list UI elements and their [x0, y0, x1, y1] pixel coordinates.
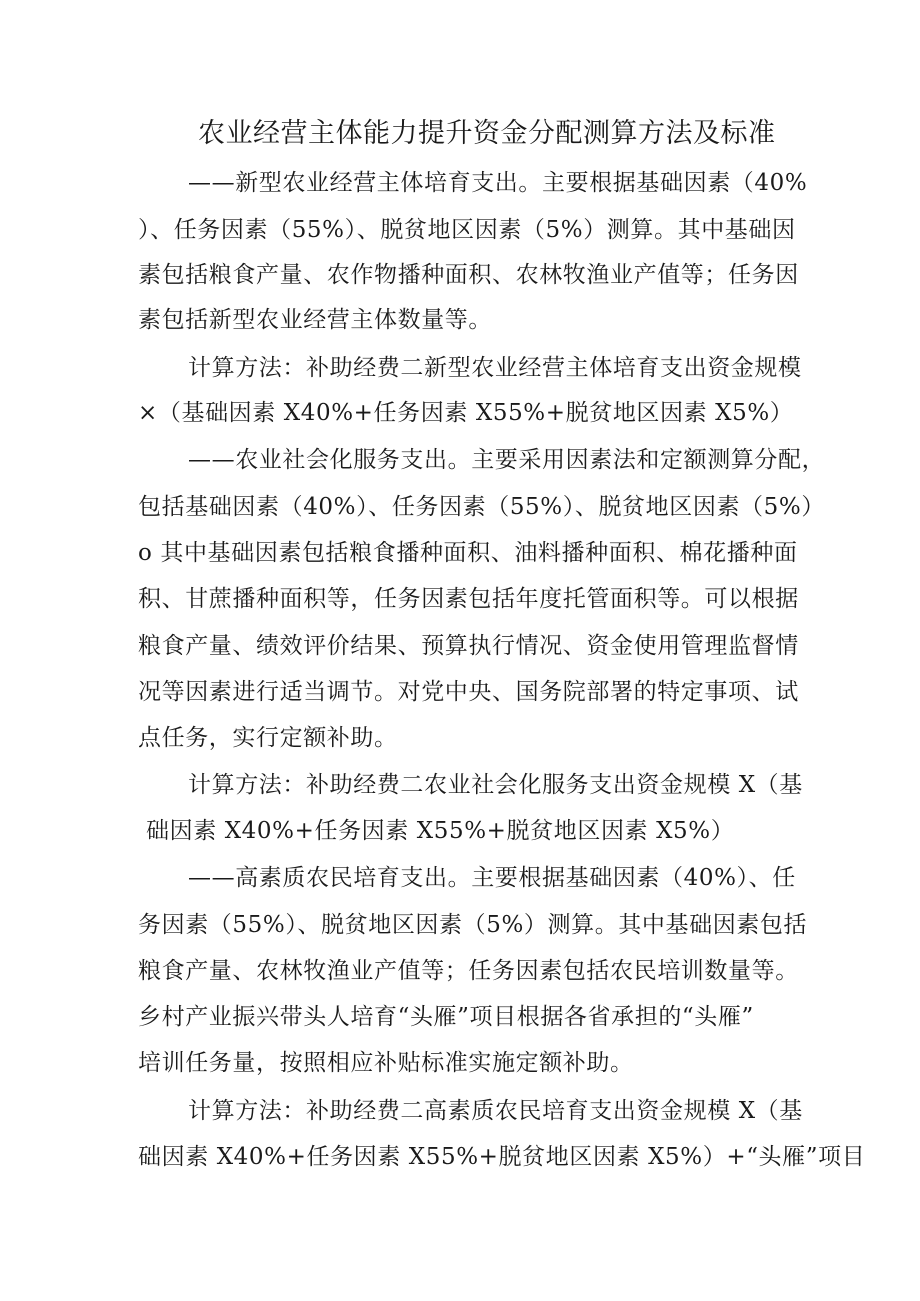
paragraph-line: 积、甘蔗播种面积等，任务因素包括年度托管面积等。可以根据: [138, 586, 799, 612]
paragraph-line: 础因素 X40%+任务因素 X55%+脱贫地区因素 X5%）+“头雁”项目: [138, 1144, 866, 1170]
paragraph-line: ——高素质农民培育支出。主要根据基础因素（40%）、任: [188, 865, 796, 891]
paragraph-line: 素包括新型农业经营主体数量等。: [138, 307, 492, 333]
paragraph-line: 乡村产业振兴带头人培育“头雁”项目根据各省承担的“头雁”: [138, 1004, 754, 1030]
paragraph-line: o 其中基础因素包括粮食播种面积、油料播种面积、棉花播种面: [138, 540, 798, 566]
paragraph-line: 粮食产量、绩效评价结果、预算执行情况、资金使用管理监督情: [138, 633, 799, 659]
paragraph-line: 粮食产量、农林牧渔业产值等；任务因素包括农民培训数量等。: [138, 958, 799, 984]
paragraph-line: 点任务，实行定额补助。: [138, 725, 398, 751]
paragraph-line: 计算方法：补助经费二高素质农民培育支出资金规模 X（基: [188, 1098, 803, 1124]
paragraph-line: ）、任务因素（55%）、脱贫地区因素（5%）测算。其中基础因: [138, 217, 796, 243]
paragraph-line: 包括基础因素（40%）、任务因素（55%）、脱贫地区因素（5%）: [138, 494, 825, 520]
paragraph-line: 培训任务量，按照相应补贴标准实施定额补助。: [138, 1050, 634, 1076]
document-title: 农业经营主体能力提升资金分配测算方法及标准: [198, 118, 776, 149]
paragraph-line: 础因素 X40%+任务因素 X55%+脱贫地区因素 X5%）: [146, 818, 735, 844]
paragraph-line: 务因素（55%）、脱贫地区因素（5%）测算。其中基础因素包括: [138, 912, 808, 938]
paragraph-line: 况等因素进行适当调节。对党中央、国务院部署的特定事项、试: [138, 679, 799, 705]
paragraph-line: ×（基础因素 X40%+任务因素 X55%+脱贫地区因素 X5%）: [138, 400, 794, 426]
paragraph-line: 计算方法：补助经费二新型农业经营主体培育支出资金规模: [188, 355, 802, 381]
paragraph-line: ——农业社会化服务支出。主要采用因素法和定额测算分配，: [188, 447, 826, 473]
paragraph-line: 素包括粮食产量、农作物播种面积、农林牧渔业产值等；任务因: [138, 262, 799, 288]
paragraph-line: ——新型农业经营主体培育支出。主要根据基础因素（40%: [188, 170, 808, 196]
paragraph-line: 计算方法：补助经费二农业社会化服务支出资金规模 X（基: [188, 772, 803, 798]
